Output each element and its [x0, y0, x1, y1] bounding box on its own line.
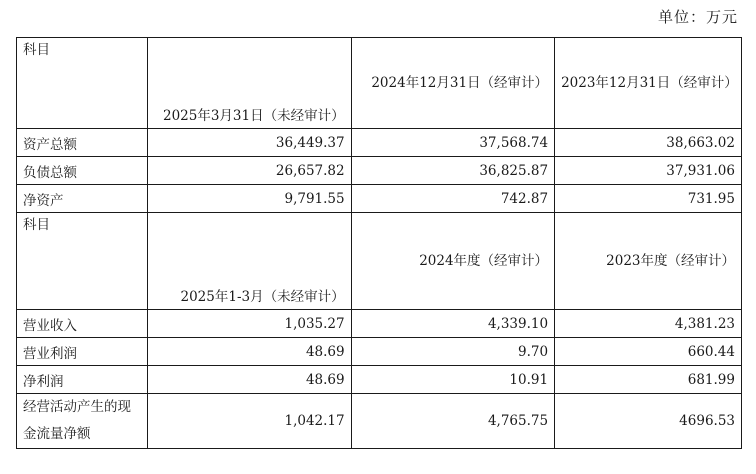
row-label-total-liabilities: 负债总额: [17, 157, 148, 185]
row-label-operating-cash-flow: [17, 394, 148, 449]
cell-value: 48.69: [148, 338, 351, 366]
balance-header-2025q1: 2025年3月31日（未经审计）: [148, 38, 351, 129]
cell-value: 37,568.74: [351, 129, 554, 157]
table-row: [17, 366, 742, 394]
financial-table: [16, 37, 742, 449]
cell-value: 48.69: [148, 366, 351, 394]
row-label-total-assets: 资产总额: [17, 129, 148, 157]
cell-value: 1,042.17: [148, 394, 351, 449]
cell-value: 37,931.06: [555, 157, 742, 185]
balance-header-2024: 2024年12月31日（经审计）: [351, 38, 554, 129]
row-label-net-profit: 净利润: [17, 366, 148, 394]
cell-value: 681.99: [555, 366, 742, 394]
cell-value: 1,035.27: [148, 310, 351, 338]
cell-value: 4696.53: [555, 394, 742, 449]
row-label-revenue: 营业收入: [17, 310, 148, 338]
table-row: [17, 338, 742, 366]
table-row: [17, 185, 742, 213]
cell-value: 4,381.23: [555, 310, 742, 338]
cell-value: 742.87: [351, 185, 554, 213]
table-row: [17, 129, 742, 157]
table-row: [17, 157, 742, 185]
cell-value: 26,657.82: [148, 157, 351, 185]
income-header-2024: 2024年度（经审计）: [351, 213, 554, 310]
row-label-text: 经营活动产生的现金流量净额: [23, 399, 131, 442]
balance-header-row: [17, 38, 742, 129]
cell-value: 36,449.37: [148, 129, 351, 157]
cell-value: 36,825.87: [351, 157, 554, 185]
row-label-net-assets: 净资产: [17, 185, 148, 213]
income-header-2023: 2023年度（经审计）: [555, 213, 742, 310]
table-row: [17, 310, 742, 338]
unit-label: 单位：万元: [657, 8, 738, 26]
income-header-2025q1: 2025年1-3月（未经审计）: [148, 213, 351, 310]
cell-value: 10.91: [351, 366, 554, 394]
cell-value: 660.44: [555, 338, 742, 366]
income-header-subject: 科目: [17, 213, 148, 310]
income-header-row: [17, 213, 742, 310]
cell-value: 4,339.10: [351, 310, 554, 338]
balance-header-subject: 科目: [17, 38, 148, 129]
table-row: [17, 394, 742, 449]
balance-header-2023: 2023年12月31日（经审计）: [555, 38, 742, 129]
cell-value: 9,791.55: [148, 185, 351, 213]
cell-value: 38,663.02: [555, 129, 742, 157]
cell-value: 9.70: [351, 338, 554, 366]
cell-value: 4,765.75: [351, 394, 554, 449]
row-label-operating-profit: 营业利润: [17, 338, 148, 366]
cell-value: 731.95: [555, 185, 742, 213]
